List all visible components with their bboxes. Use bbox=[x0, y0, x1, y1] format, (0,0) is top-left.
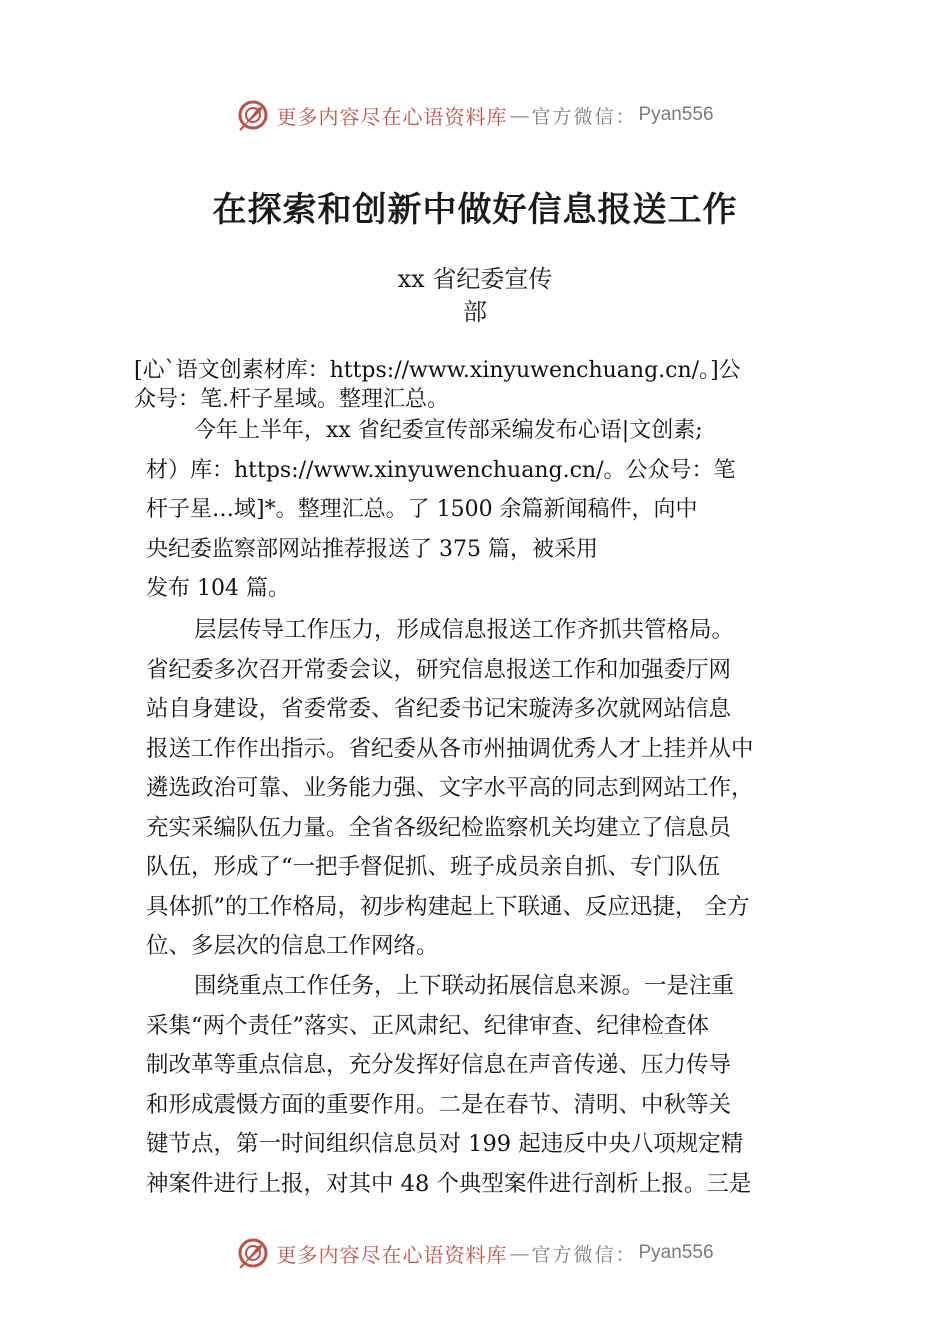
author-line: 部 bbox=[463, 298, 487, 326]
pen-logo-icon bbox=[236, 98, 270, 132]
paragraph-line: 制改革等重点信息，充分发挥好信息在声音传递、压力传导 bbox=[146, 1052, 732, 1078]
paragraph-1 bbox=[146, 411, 826, 609]
author-line: xx 省纪委宣传 bbox=[397, 265, 553, 293]
paragraph-line: 央纪委监察部网站推荐报送了 375 篇，被采用 bbox=[146, 536, 598, 562]
paragraph-line: 杆子星…域]*。整理汇总。了 1500 余篇新闻稿件，向中 bbox=[146, 497, 698, 522]
banner-separator: — bbox=[509, 1241, 530, 1265]
document-author bbox=[0, 263, 950, 329]
paragraph-line: 队伍，形成了“一把手督促抓、班子成员亲自抓、专门队伍 bbox=[146, 854, 721, 880]
source-line: [心`语文创素材库：https://www.xinyuwenchuang.cn/。]公 bbox=[134, 358, 741, 383]
paragraph-line: 站自身建设，省委常委、省纪委书记宋璇涛多次就网站信息 bbox=[146, 696, 732, 722]
banner-wechat-id: Pyan556 bbox=[638, 104, 714, 125]
paragraph-3 bbox=[146, 967, 826, 1204]
paragraph-line: 位、多层次的信息工作网络。 bbox=[146, 933, 439, 959]
paragraph-line: 今年上半年，xx 省纪委宣传部采编发布心语|文创素; bbox=[194, 418, 703, 443]
paragraph-2 bbox=[146, 611, 826, 967]
paragraph-line: 具体抓”的工作格局，初步构建起上下联通、反应迅捷， 全方 bbox=[146, 893, 750, 920]
banner-wechat-label: 官方微信： bbox=[531, 1243, 637, 1266]
paragraph-line: 围绕重点工作任务，上下联动拓展信息来源。一是注重 bbox=[194, 973, 735, 999]
banner-separator: — bbox=[509, 103, 530, 127]
paragraph-line: 键节点，第一时间组织信息员对 199 起违反中央八项规定精 bbox=[146, 1131, 744, 1157]
header-watermark-banner bbox=[0, 95, 950, 135]
pen-logo-icon bbox=[236, 1236, 270, 1270]
paragraph-line: 层层传导工作压力，形成信息报送工作齐抓共管格局。 bbox=[194, 617, 735, 643]
paragraph-line: 遴选政治可靠、业务能力强、文字水平高的同志到网站工作， bbox=[146, 775, 754, 801]
source-line: 众号：笔.杆子星域。整理汇总。 bbox=[134, 387, 449, 412]
paragraph-line: 发布 104 篇。 bbox=[146, 576, 290, 601]
paragraph-line: 报送工作作出指示。省纪委从各市州抽调优秀人才上挂并从中 bbox=[146, 735, 754, 762]
paragraph-line: 省纪委多次召开常委会议，研究信息报送工作和加强委厅网 bbox=[146, 656, 732, 683]
paragraph-line: 材）库：https://www.xinyuwenchuang.cn/。公众号：笔 bbox=[146, 457, 736, 483]
paragraph-line: 采集“两个责任”落实、正风肃纪、纪律审查、纪律检查体 bbox=[146, 1012, 710, 1039]
banner-text: 更多内容尽在心语资料库 bbox=[276, 104, 508, 129]
paragraph-line: 神案件进行上报，对其中 48 个典型案件进行剖析上报。三是 bbox=[146, 1170, 752, 1197]
banner-text: 更多内容尽在心语资料库 bbox=[276, 1242, 508, 1267]
source-note bbox=[134, 356, 824, 414]
footer-watermark-banner bbox=[0, 1233, 950, 1273]
paragraph-line: 和形成震慑方面的重要作用。二是在春节、清明、中秋等关 bbox=[146, 1091, 732, 1118]
document-title: 在探索和创新中做好信息报送工作 bbox=[212, 190, 738, 230]
banner-wechat-id: Pyan556 bbox=[638, 1242, 714, 1263]
paragraph-line: 充实采编队伍力量。全省各级纪检监察机关均建立了信息员 bbox=[146, 814, 732, 841]
banner-wechat-label: 官方微信： bbox=[531, 105, 637, 128]
